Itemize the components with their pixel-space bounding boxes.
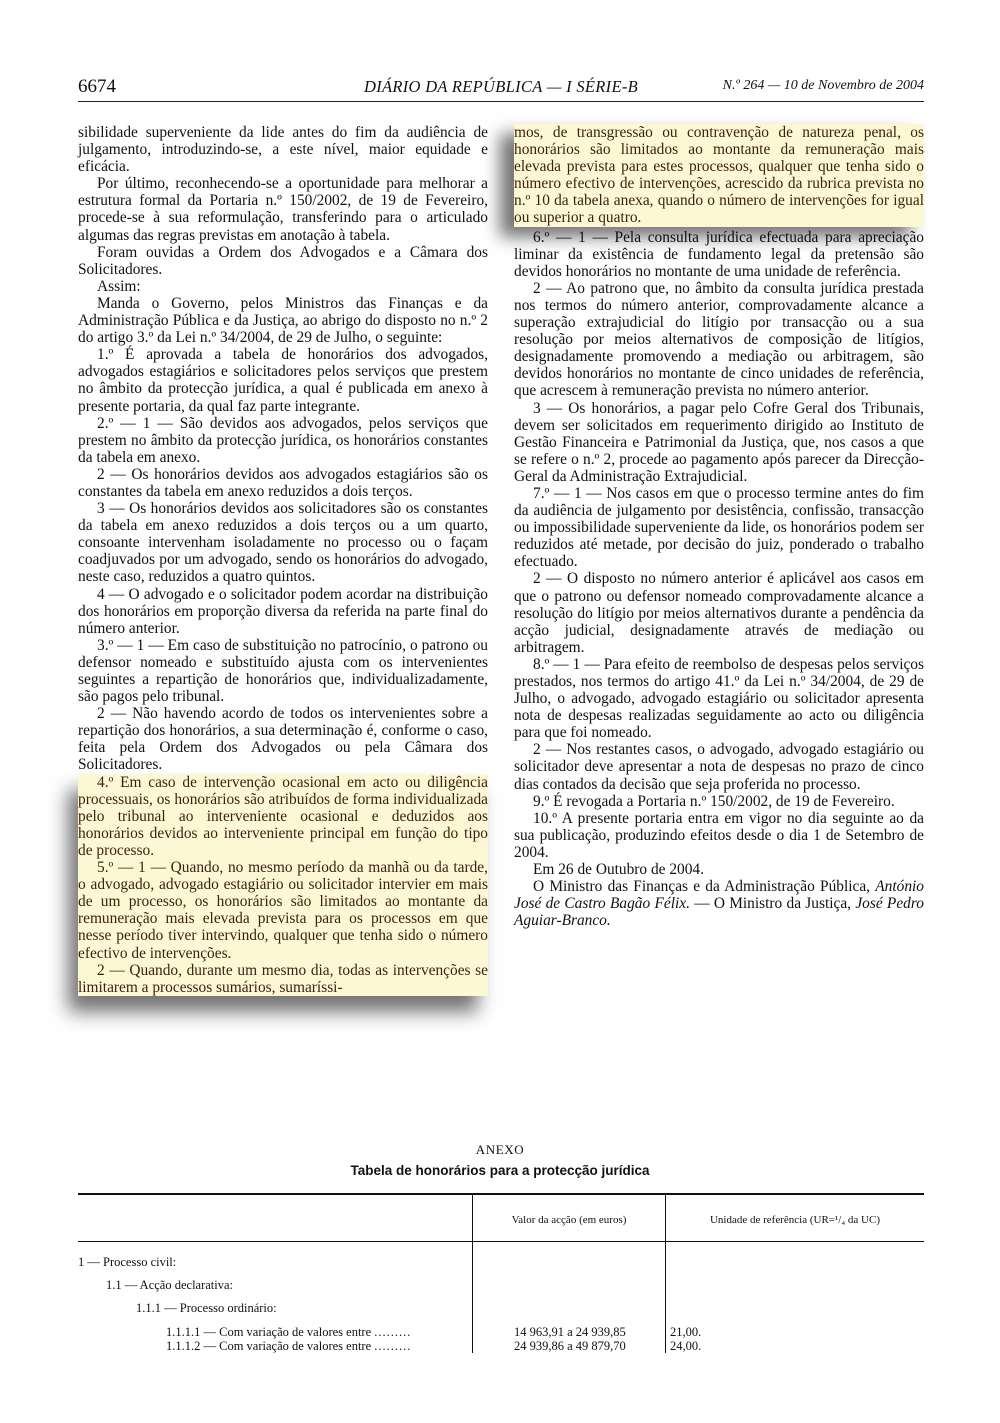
paragraph: 10.º A presente portaria entra em vigor no dia seguinte ao da sua publicação, produzindo efeitos desde o dia 1 de Setembro de 2004.	[514, 809, 924, 861]
column-header-value: Valor da acção (em euros)	[511, 1214, 627, 1226]
table-header-rule	[78, 1241, 924, 1242]
paragraph: 9.º É revogada a Portaria n.º 150/2002, de 19 de Fevereiro.	[533, 792, 895, 810]
highlighted-passage-right	[514, 124, 924, 227]
table-cell-units: 21,00.	[670, 1325, 702, 1339]
signature-prefix: O Ministro das Finanças e da Administração Pública,	[533, 878, 871, 896]
paragraph: 3 — Os honorários, a pagar pelo Cofre Geral dos Tribunais, devem ser solicitados em requerimento dirigido ao Instituto de Gestão Financeira e Patrimonial da Justiça, que, nos casos a que se refere o n.º 2, procede ao pagamento após parecer da Direcção-Geral da Administração Extrajudicial.	[514, 399, 924, 485]
paragraph: 2.º — 1 — São devidos aos advogados, pelos serviços que prestem no âmbito da protecção jurídica, os honorários constantes da tabela em anexo.	[78, 414, 488, 466]
table-row	[166, 1325, 411, 1340]
table-row	[166, 1339, 411, 1354]
table-cell-value: 24 939,86 a 49 879,70	[514, 1339, 626, 1353]
paragraph: 8.º — 1 — Para efeito de reembolso de despesas pelos serviços prestados, nos termos do artigo 41.º da Lei n.º 34/2004, de 29 de Julho, o advogado, advogado estagiário ou solicitador apresenta nota de despesas realizadas seguidamente ao acto ou diligência para que foi nomeado.	[514, 655, 924, 742]
paragraph: 2 — Nos restantes casos, o advogado, advogado estagiário ou solicitador deve apresentar a nota de despesas no prazo de cinco dias contados da decisão que seja proferida no processo.	[514, 741, 924, 793]
left-column	[78, 124, 488, 996]
header-rule	[78, 101, 924, 102]
table-row-label: 1.1 — Acção declarativa:	[106, 1278, 234, 1292]
paragraph: Manda o Governo, pelos Ministros das Finanças e da Administração Pública e da Justiça, ao abrigo do disposto no n.º 2 do artigo 3.º da Lei n.º 34/2004, de 29 de Julho, o seguinte:	[78, 294, 488, 347]
annex-label: ANEXO	[475, 1142, 525, 1157]
page-number: 6674	[78, 76, 116, 97]
paragraph: 4 — O advogado e o solicitador podem acordar na distribuição dos honorários em proporção diversa da referida na parte final do número anterior.	[78, 585, 488, 637]
journal-title: DIÁRIO DA REPÚBLICA — I SÉRIE-B	[363, 77, 638, 96]
page-header	[78, 76, 924, 102]
minister-1-name: António José de Castro Bagão Félix.	[514, 878, 924, 913]
fees-table	[78, 1193, 924, 1353]
paragraph: 6.º — 1 — Pela consulta jurídica efectuada para apreciação liminar da existência de fundamento legal da pretensão são devidos honorários no montante de uma unidade de referência.	[514, 228, 924, 280]
table-row-label: 1.1.1 — Processo ordinário:	[136, 1301, 277, 1315]
signature-middle: — O Ministro da Justiça,	[694, 895, 852, 913]
paragraph: sibilidade superveniente da lide antes do fim da audiência de julgamento, introduzindo-se, a este nível, maior equidade e eficácia.	[78, 124, 488, 176]
table-cell-value: 14 963,91 a 24 939,85	[514, 1325, 626, 1339]
leader-dots: .........	[374, 1325, 412, 1339]
highlighted-paragraph: 2 — Quando, durante um mesmo dia, todas as intervenções se limitarem a processos sumários, sumaríssi-	[78, 961, 488, 996]
table-cell-units: 24,00.	[670, 1339, 702, 1353]
paragraph: 7.º — 1 — Nos casos em que o processo termine antes do fim da audiência de julgamento por desistência, confissão, transacção ou impossibilidade superveniente da lide, os honorários podem ser reduzidos até metade, por decisão do juiz, ponderado o trabalho efectuado.	[514, 484, 924, 571]
highlighted-paragraph: 4.º Em caso de intervenção ocasional em acto ou diligência processuais, os honorários são atribuídos de forma individualizada pelo tribunal ao interveniente ocasional e deduzidos aos honorários devidos ao interveniente principal em função do tipo de processo.	[78, 773, 488, 859]
paragraph: 2 — Os honorários devidos aos advogados estagiários são os constantes da tabela em anexo reduzidos a dois terços.	[78, 465, 488, 500]
table-column-divider	[472, 1193, 473, 1353]
paragraph: 2 — O disposto no número anterior é aplicável aos casos em que o patrono ou defensor nomeado comprovadamente alcance a resolução do litígio por meios alternativos durante a pendência da acção judicial, designadamente através de mediação ou arbitragem.	[514, 570, 924, 656]
minister-2-name: José Pedro Aguiar-Branco.	[514, 895, 924, 930]
date-line: Em 26 de Outubro de 2004.	[533, 861, 704, 879]
table-row-label: 1 — Processo civil:	[78, 1255, 177, 1269]
highlighted-passage-left	[78, 774, 488, 996]
highlighted-paragraph: mos, de transgressão ou contravenção de natureza penal, os honorários são limitados ao montante da remuneração mais elevada prevista para estes processos, qualquer que tenha sido o número efectivo de intervenções, acrescido da rubrica prevista no n.º 10 da tabela anexa, quando o número de intervenções for igual ou superior a quatro.	[514, 124, 924, 227]
highlighted-paragraph: 5.º — 1 — Quando, no mesmo período da manhã ou da tarde, o advogado, advogado estagiário ou solicitador intervier em mais de um processo, os honorários são limitados ao montante da remuneração mais elevada prevista para os processos em que nesse período tiver intervindo, qualquer que tenha sido o número efectivo de intervenções.	[78, 859, 488, 962]
paragraph: Por último, reconhecendo-se a oportunidade para melhorar a estrutura formal da Portaria n.º 150/2002, de 19 de Fevereiro, procede-se à sua reformulação, transferindo para o articulado algumas das regras previstas em anotação à tabela.	[78, 175, 488, 244]
column-header-units: Unidade de referência (UR=¹/₄ da UC)	[709, 1214, 881, 1226]
table-row-label: 1.1.1.2 — Com variação de valores entre	[166, 1339, 372, 1353]
paragraph: 2 — Não havendo acordo de todos os intervenientes sobre a repartição dos honorários, a sua determinação é, conforme o caso, feita pela Ordem dos Advogados ou pela Câmara dos Solicitadores.	[78, 705, 488, 774]
table-top-rule	[78, 1193, 924, 1195]
issue-info: N.º 264 — 10 de Novembro de 2004	[722, 78, 924, 93]
paragraph: Foram ouvidas a Ordem dos Advogados e a Câmara dos Solicitadores.	[78, 243, 488, 278]
paragraph: 1.º É aprovada a tabela de honorários dos advogados, advogados estagiários e solicitadores pelos serviços que prestem no âmbito da protecção jurídica, a qual é publicada em anexo à presente portaria, da qual faz parte integrante.	[78, 346, 488, 415]
leader-dots: .........	[374, 1339, 412, 1353]
right-column	[514, 124, 924, 929]
paragraph: 3.º — 1 — Em caso de substituição no patrocínio, o patrono ou defensor nomeado e substituído ajusta com os intervenientes seguintes a repartição de honorários que, individualizadamente, são pagos pelo tribunal.	[78, 636, 488, 706]
table-row-label: 1.1.1.1 — Com variação de valores entre	[166, 1325, 372, 1339]
paragraph: Assim:	[97, 277, 141, 295]
annex-table-title: Tabela de honorários para a protecção jurídica	[350, 1163, 650, 1178]
paragraph: 3 — Os honorários devidos aos solicitadores são os constantes da tabela em anexo reduzidos a dois terços ou a um quarto, consoante intervenham isoladamente no processo ou o façam coadjuvados por um advogado, sendo os honorários do advogado, neste caso, reduzidos a quatro quintos.	[78, 500, 488, 586]
paragraph: 2 — Ao patrono que, no âmbito da consulta jurídica prestada nos termos do número anterior, comprovadamente alcance a superação extrajudicial do litígio por transacção ou a sua resolução por meios alternativos de composição de litígios, designadamente promovendo a mediação ou arbitragem, são devidos honorários no montante de cinco unidades de referência, que acrescem à remuneração prevista no número anterior.	[514, 279, 924, 400]
signature-block	[514, 878, 924, 929]
